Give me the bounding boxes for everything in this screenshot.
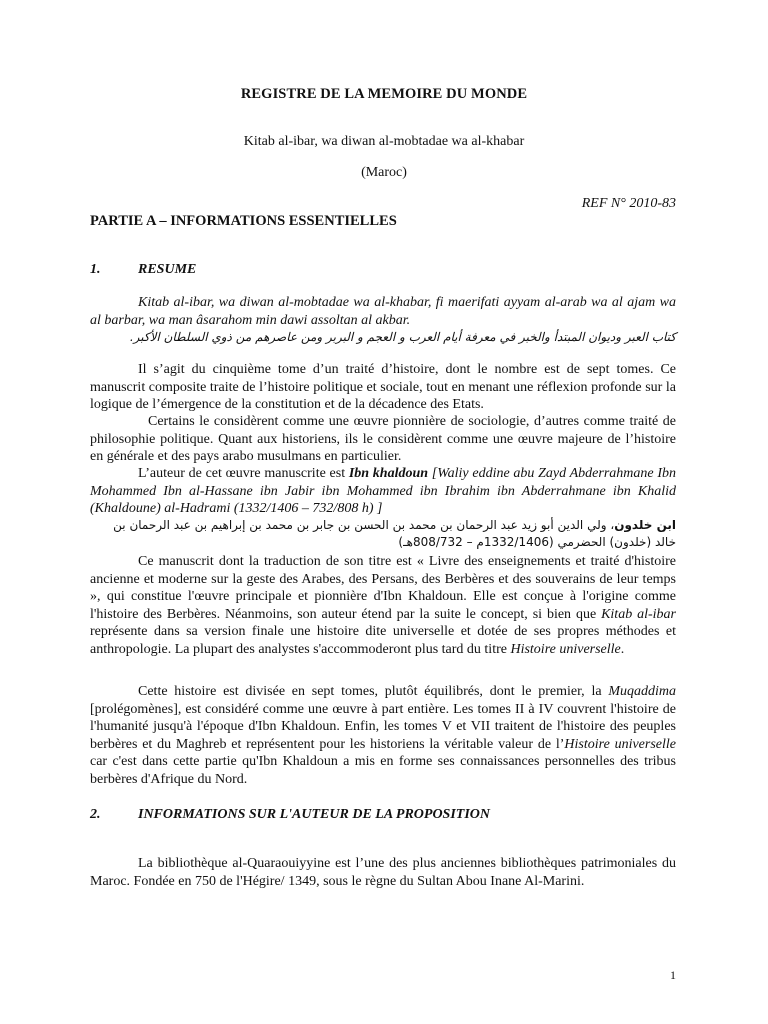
paragraph-4-text-a: Ce manuscrit dont la traduction de son titre est « Livre des enseignements et traité d'histoire ancienne et moderne sur la geste des Arabes, des Persans, des Berbères et des souverains de leur temps », qui constitue l'œuvre principale et pionnière d'Ibn Khaldoun. Elle est conçue à l'origine comme l'histoire des Berbères. Néanmoins, son auteur étend par la suite le concept, si bien que: [90, 554, 676, 622]
section-2-number: 2.: [90, 807, 101, 822]
paragraph-5-text-b: [prolégomènes], est considéré comme une œuvre à part entière. Les tomes II à IV couvrent l'histoire de l'humanité jusqu'à l'époque d'Ibn Khaldoun. Enfin, les tomes V et VII traitent de l'histoire des peuples berbères et du Maghreb et représentent pour les historiens la véritable valeur de l’: [90, 701, 676, 752]
document-title: REGISTRE DE LA MEMOIRE DU MONDE: [240, 86, 528, 102]
section-2-title: INFORMATIONS SUR L'AUTEUR DE LA PROPOSITION: [138, 807, 491, 822]
section-1-heading: [90, 262, 196, 278]
paragraph-5-text-a: Cette histoire est divisée en sept tomes, plutôt équilibrés, dont le premier, la: [138, 684, 609, 699]
paragraph-4-text-c: .: [620, 641, 625, 657]
summary-paragraph-3: [90, 465, 676, 518]
paragraph-5-italic-title: Histoire universelle: [564, 736, 676, 752]
paragraph-4-italic-title-2: Histoire universelle: [510, 641, 621, 657]
section-1-title: RESUME: [138, 262, 197, 277]
country-label: (Maroc): [361, 165, 407, 180]
author-name: Ibn khaldoun: [348, 466, 429, 481]
paragraph-5-text-c: car c'est dans cette partie qu'Ibn Khaldoun a mis en forme ses connaissances personnelles des tribus berbères d'Afrique du Nord.: [90, 754, 676, 787]
paragraph-4-text-b: représente dans sa version finale une histoire dite universelle et dotée de ses propres méthodes et anthropologie. La plupart des analystes s'accommoderont plus tard du titre: [90, 624, 676, 657]
part-a-heading: PARTIE A – INFORMATIONS ESSENTIELLES: [90, 213, 397, 229]
section-2-heading: [90, 807, 490, 823]
summary-paragraph-5: [90, 683, 676, 788]
page-number: 1: [670, 968, 676, 982]
reference-number: REF N° 2010-83: [581, 196, 676, 211]
author-name-arabic: [90, 517, 676, 551]
author-intro-text: L’auteur de cet œuvre manuscrite est: [138, 466, 349, 481]
section-1-number: 1.: [90, 262, 101, 277]
author-name-arabic-bold: ابن خلدون: [614, 518, 676, 532]
manuscript-title-latin: Kitab al-ibar, wa diwan al-mobtadae wa al-khabar, fi maerifati ayyam al-arab wa al ajam wa al barbar, wa man âsarahom min dawi assoltan al akbar.: [90, 295, 676, 328]
manuscript-title-arabic: كتاب العبر وديوان المبتدأ والخبر في معرفة أيام العرب و العجم و البربر ومن عاصرهم من ذوي السلطان الأكبر.: [129, 330, 676, 344]
summary-paragraph-1: Il s’agit du cinquième tome d’un traité d’histoire, dont le nombre est de sept tomes. Ce manuscrit composite traite de l’histoire politique et sociale, tout en menant une réflexion profonde sur la logique de l’émergence de la constitution et de la décadence des Etats.: [90, 362, 676, 412]
summary-paragraph-2: Certains le considèrent comme une œuvre pionnière de sociologie, d’autres comme traité de philosophie politique. Quant aux historiens, ils le considèrent comme une œuvre majeure de l’histoire en générale et des pays arabo musulmans en particulier.: [90, 414, 676, 464]
paragraph-4-italic-title: Kitab al-ibar: [601, 606, 676, 622]
summary-paragraph-4: [90, 553, 676, 658]
author-lineage-arabic: ، ولي الدين أبو زيد عبد الرحمان بن محمد بن الحسن بن جابر بن محمد بن إبراهيم بن عبد الرحمان بن خالد (خلدون) الحضرمي (1332/1406م – 808/732هـ): [113, 518, 676, 549]
paragraph-5-italic-muqaddima: Muqaddima: [608, 684, 676, 699]
author-full-name: [Waliy eddine abu Zayd Abderrahmane Ibn Mohammed Ibn al-Hassane ibn Jabir ibn Mohammed ibn Ibrahim ibn Abderrahmane ibn Khalid (Khaldoune) al-Hadrami (1332/1406 – 732/808 h) ]: [90, 466, 677, 516]
author-proposal-paragraph: La bibliothèque al-Quaraouiyyine est l’une des plus anciennes bibliothèques patrimoniales du Maroc. Fondée en 750 de l'Hégire/ 1349, sous le règne du Sultan Abou Inane Al-Marini.: [90, 856, 676, 889]
document-subtitle: Kitab al-ibar, wa diwan al-mobtadae wa al-khabar: [243, 134, 525, 149]
